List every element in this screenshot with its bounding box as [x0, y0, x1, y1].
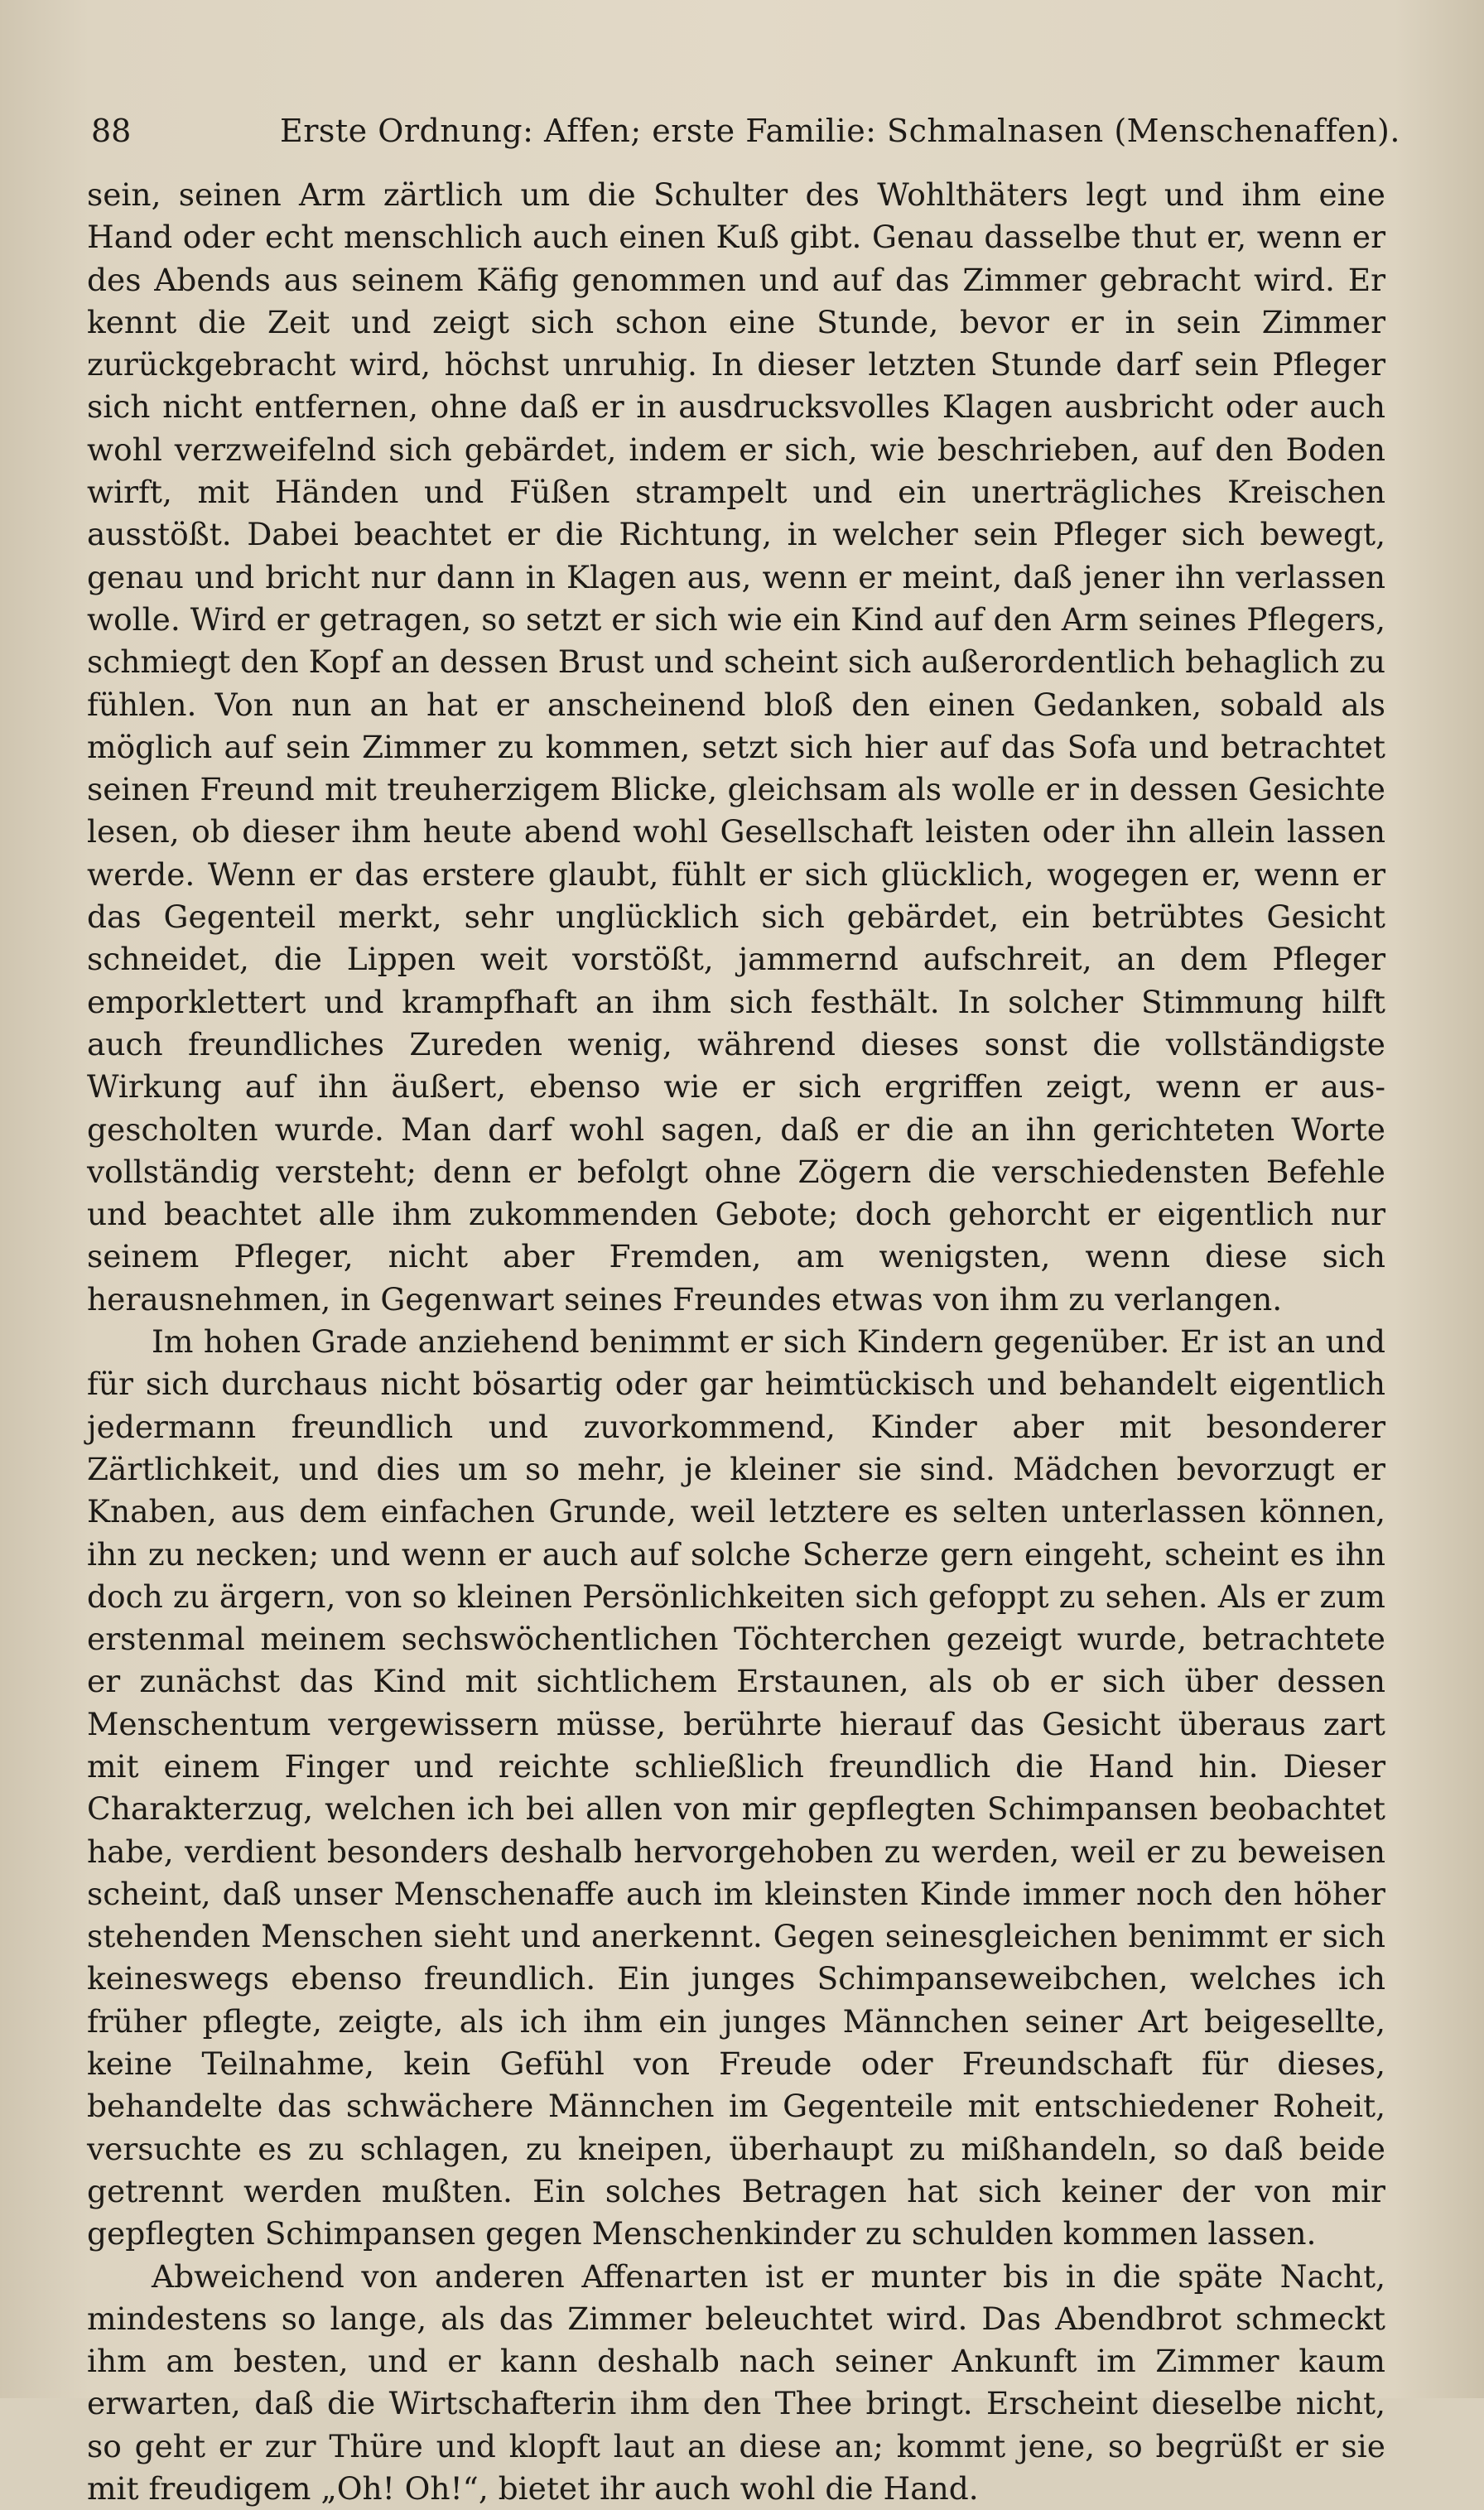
page-header: [91, 106, 1400, 156]
paragraph-children: Im hohen Grade anziehend benimmt er sich Kindern gegenüber. Er ist an und für sich durchaus nicht bösartig oder gar heimtückisch und behandelt eigentlich jedermann freundlich und zuvorkommend, Kinder aber mit besonderer Zärtlichkeit, und dies um so mehr, je kleiner sie sind. Mädchen bevorzugt er Knaben, aus dem einfachen Grunde, weil letztere es selten unterlassen können, ihn zu necken; und wenn er auch auf solche Scherze gern eingeht, scheint es ihn doch zu ärgern, von so kleinen Persönlichkeiten sich gefoppt zu sehen. Als er zum erstenmal meinem sechswöchentlichen Töchterchen gezeigt wurde, betrachtete er zunächst das Kind mit sichtlichem Erstaunen, als ob er sich über dessen Menschentum vergewissern müsse, berührte hierauf das Gesicht überaus zart mit einem Finger und reichte schließlich freundlich die Hand hin. Dieser Charakterzug, welchen ich bei allen von mir gepflegten Schimpansen beobachtet habe, verdient besonders deshalb hervorgehoben zu werden, weil er zu beweisen scheint, daß unser Menschenaffe auch im kleinsten Kinde immer noch den höher stehenden Menschen sieht und anerkennt. Gegen seinesgleichen benimmt er sich keineswegs ebenso freundlich. Ein junges Schimpanseweibchen, welches ich früher pflegte, zeigte, als ich ihm ein junges Männchen seiner Art beigesellte, keine Teilnahme, kein Gefühl von Freude oder Freundschaft für dieses, behandelte das schwächere Männchen im Gegenteile mit entschiedener Roheit, versuchte es zu schlagen, zu kneipen, überhaupt zu mißhandeln, so daß beide getrennt werden mußten. Ein solches Betragen hat sich keiner der von mir gepflegten Schimpansen gegen Menschenkinder zu schulden kommen lassen.: [87, 1323, 1385, 2252]
page-number: 88: [91, 113, 132, 149]
paragraph-continuation: sein, seinen Arm zärtlich um die Schulter des Wohlthäters legt und ihm eine Hand oder echt menschlich auch einen Kuß gibt. Genau dasselbe thut er, wenn er des Abends aus seinem Käfig genommen und auf das Zimmer gebracht wird. Er kennt die Zeit und zeigt sich schon eine Stunde, bevor er in sein Zimmer zurückgebracht wird, höchst unruhig. In dieser letzten Stunde darf sein Pfleger sich nicht entfernen, ohne daß er in ausdrucksvolles Klagen ausbricht oder auch wohl verzweifelnd sich gebärdet, indem er sich, wie beschrieben, auf den Boden wirft, mit Händen und Füßen strampelt und ein unerträgliches Kreischen ausstößt. Dabei beachtet er die Richtung, in welcher sein Pfleger sich bewegt, genau und bricht nur dann in Klagen aus, wenn er meint, daß jener ihn verlassen wolle. Wird er getragen, so setzt er sich wie ein Kind auf den Arm seines Pflegers, schmiegt den Kopf an dessen Brust und scheint sich außerordentlich behaglich zu fühlen. Von nun an hat er anscheinend bloß den einen Gedanken, sobald als möglich auf sein Zimmer zu kommen, setzt sich hier auf das Sofa und betrachtet seinen Freund mit treuherzigem Blicke, gleichsam als wolle er in dessen Gesichte lesen, ob dieser ihm heute abend wohl Gesellschaft leisten oder ihn allein lassen werde. Wenn er das erstere glaubt, fühlt er sich glücklich, wogegen er, wenn er das Gegenteil merkt, sehr unglücklich sich gebärdet, ein betrübtes Gesicht schneidet, die Lippen weit vorstößt, jammernd aufschreit, an dem Pfleger emporklettert und krampfhaft an ihm sich festhält. In solcher Stimmung hilft auch freundliches Zureden wenig, während dieses sonst die vollständigste Wirkung auf ihn äußert, ebenso wie er sich ergriffen zeigt, wenn er ausgescholten wurde. Man darf wohl sagen, daß er die an ihn gerichteten Worte vollständig versteht; denn er befolgt ohne Zögern die verschiedensten Befehle und beachtet alle ihm zukommenden Gebote; doch gehorcht er eigentlich nur seinem Pfleger, nicht aber Fremden, am wenigsten, wenn diese sich herausnehmen, in Gegenwart seines Freundes etwas von ihm zu verlangen.: [87, 176, 1385, 1318]
paragraph-evening: Abweichend von anderen Affenarten ist er munter bis in die späte Nacht, mindestens so lange, als das Zimmer beleuchtet wird. Das Abendbrot schmeckt ihm am besten, und er kann deshalb nach seiner Ankunft im Zimmer kaum erwarten, daß die Wirtschafterin ihm den Thee bringt. Erscheint dieselbe nicht, so geht er zur Thüre und klopft laut an diese an; kommt jene, so begrüßt er sie mit freudigem „Oh! Oh!“, bietet ihr auch wohl die Hand.: [87, 2257, 1385, 2508]
body-text: [87, 174, 1385, 2510]
running-head: Erste Ordnung: Affen; erste Familie: Schmalnasen (Menschenaffen).: [280, 113, 1400, 149]
